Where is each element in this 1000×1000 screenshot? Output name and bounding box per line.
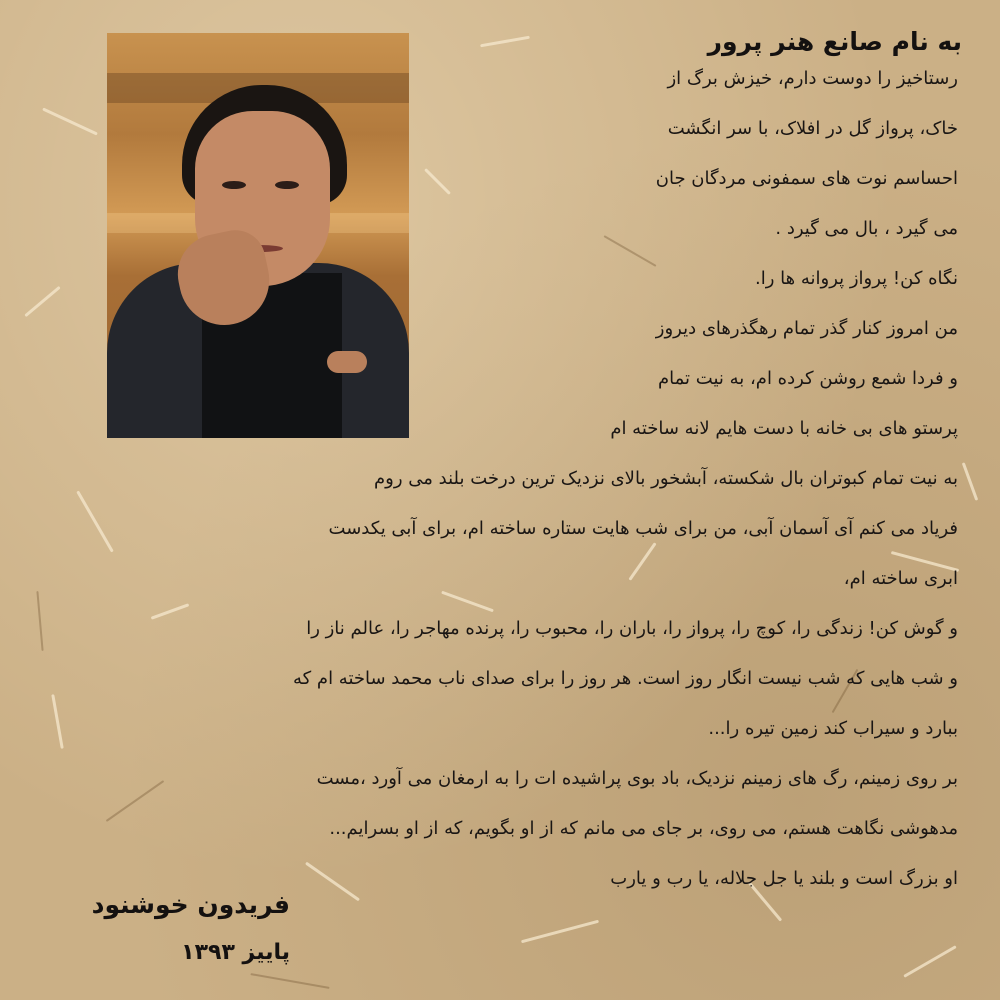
paper-fiber: [42, 107, 98, 135]
date-label: پاییز ۱۳۹۳: [181, 940, 290, 965]
portrait-hand: [327, 351, 367, 373]
poem-line: پرستو های بی خانه با دست هایم لانه ساخته ام: [610, 418, 958, 439]
author-signature: فریدون خوشنود: [91, 890, 290, 919]
poem-line: و گوش کن! زندگی را، کوچ را، پرواز را، باران را، محبوب را، پرنده مهاجر را، عالم ناز را: [306, 618, 958, 639]
poem-line: ببارد و سیراب کند زمین تیره را...: [708, 718, 958, 739]
poem-line: او بزرگ است و بلند یا جل جلاله، یا رب و یارب: [610, 868, 958, 889]
poem-line: نگاه کن! پرواز پروانه ها را.: [755, 268, 958, 289]
poem-line: و شب هایی که شب نیست انگار روز است. هر روز را برای صدای ناب محمد ساخته ام که: [292, 668, 958, 689]
poem-line: و فردا شمع روشن کرده ام، به نیت تمام: [658, 368, 958, 389]
paper-fiber: [521, 920, 599, 944]
poem-line: می گیرد ، بال می گیرد .: [775, 218, 958, 239]
portrait-eye: [222, 181, 246, 189]
paper-fiber: [51, 694, 64, 749]
paper-fiber: [441, 591, 494, 613]
poem-line: احساسم نوت های سمفونی مردگان جان: [655, 168, 958, 189]
poem-line: مدهوشی نگاهت هستم، می روی، بر جای می مانم که از او بگویم، که از او بسرایم...: [329, 818, 958, 839]
author-portrait: [107, 33, 409, 438]
paper-fiber: [424, 168, 451, 195]
paper-fiber: [604, 235, 657, 267]
paper-fiber: [903, 945, 956, 978]
paper-fiber: [250, 973, 329, 989]
poem-line: به نیت تمام کبوتران بال شکسته، آبشخور بالای نزدیک ترین درخت بلند می روم: [374, 468, 958, 489]
paper-fiber: [480, 36, 530, 48]
poem-line: بر روی زمینم، رگ های زمینم نزدیک، باد بوی پراشیده ات را به ارمغان می آورد ،مست: [316, 768, 958, 789]
paper-fiber: [962, 462, 978, 501]
poem-line: رستاخیز را دوست دارم، خیزش برگ از: [667, 68, 958, 89]
paper-fiber: [24, 286, 60, 317]
poem-line: فریاد می کنم آی آسمان آبی، من برای شب هایت ستاره ساخته ام، برای آبی یکدست: [328, 518, 958, 539]
poem-line: من امروز کنار گذر تمام رهگذرهای دیروز: [655, 318, 958, 339]
portrait-eye: [275, 181, 299, 189]
poem-line: خاک، پرواز گل در افلاک، با سر انگشت: [667, 118, 958, 139]
poem-line: ابری ساخته ام،: [843, 568, 958, 589]
page-title: به نام صانع هنر پرور: [707, 27, 962, 56]
paper-fiber: [36, 591, 43, 651]
